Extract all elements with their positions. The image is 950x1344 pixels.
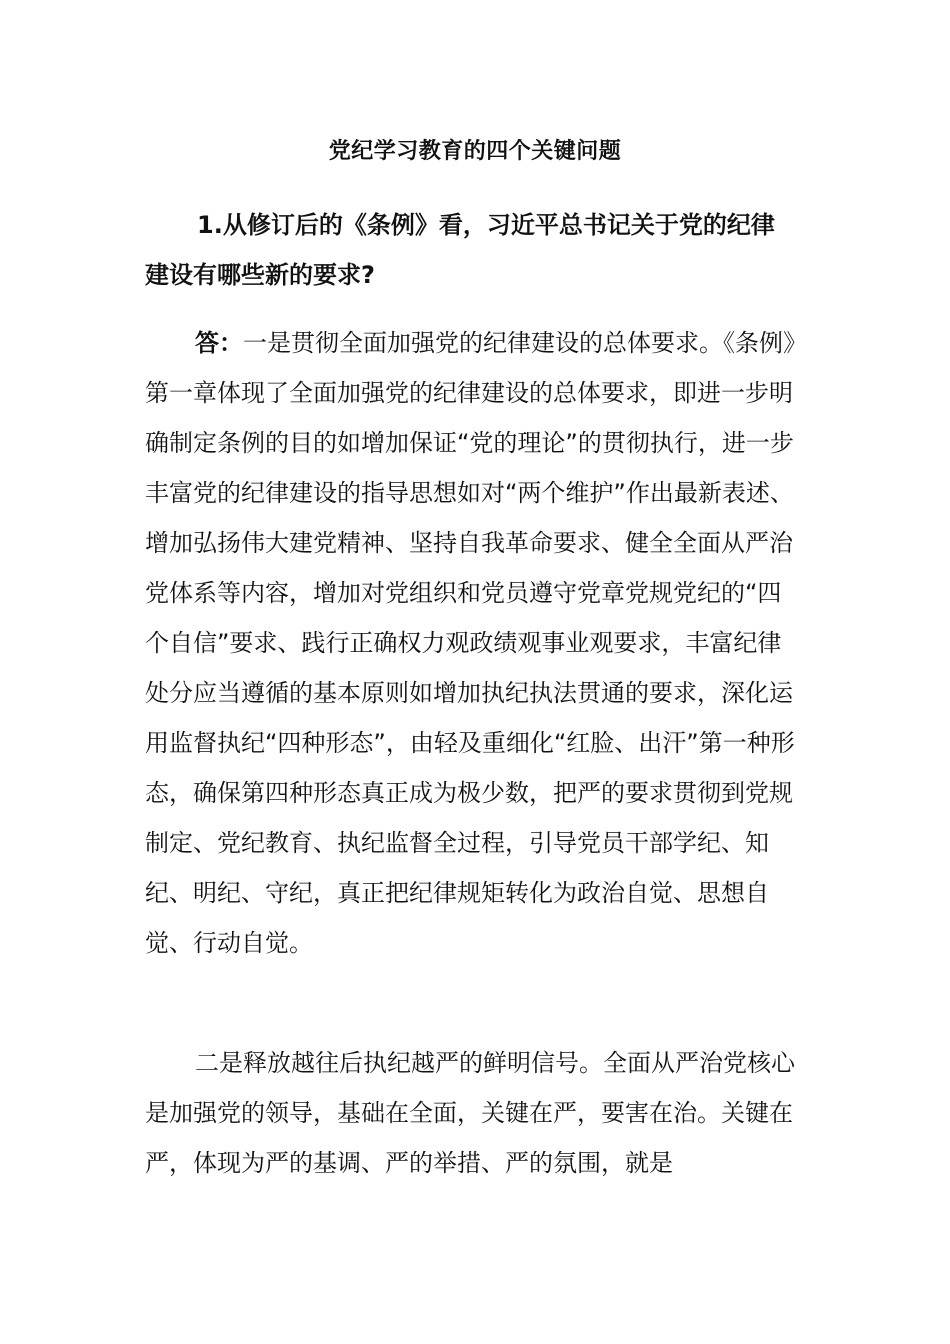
answer-paragraph-1-text: 一是贯彻全面加强党的纪律建设的总体要求。《条例》第一章体现了全面加强党的纪律建设的总体要求，即进一步明确制定条例的目的如增加保证“党的理论”的贯彻执行，进一步丰富党的纪律建设的指导思想如对“两个维护”作出最新表述、增加弘扬伟大建党精神、坚持自我革命要求、健全全面从严治党体系等内容，增加对党组织和党员遵守党章党规党纪的“四个自信”要求、践行正确权力观政绩观事业观要求，丰富纪律处分应当遵循的基本原则如增加执纪执法贯通的要求，深化运用监督执纪“四种形态”，由轻及重细化“红脸、出汗”第一种形态，确保第四种形态真正成为极少数，把严的要求贯彻到党规制定、党纪教育、执纪监督全过程，引导党员干部学纪、知纪、明纪、守纪，真正把纪律规矩转化为政治自觉、思想自觉、行动自觉。 [145,329,795,957]
answer-paragraph-2: 二是释放越往后执纪越严的鲜明信号。全面从严治党核心是加强党的领导，基础在全面，关键在严，要害在治。关键在严，体现为严的基调、严的举措、严的氛围，就是 [145,1049,795,1177]
answer-paragraph-1 [145,318,805,968]
answer-label: 答： [195,329,243,357]
document-title: 党纪学习教育的四个关键问题 [328,139,622,164]
question-heading: 1.从修订后的《条例》看，习近平总书记关于党的纪律建设有哪些新的要求? [145,211,775,289]
